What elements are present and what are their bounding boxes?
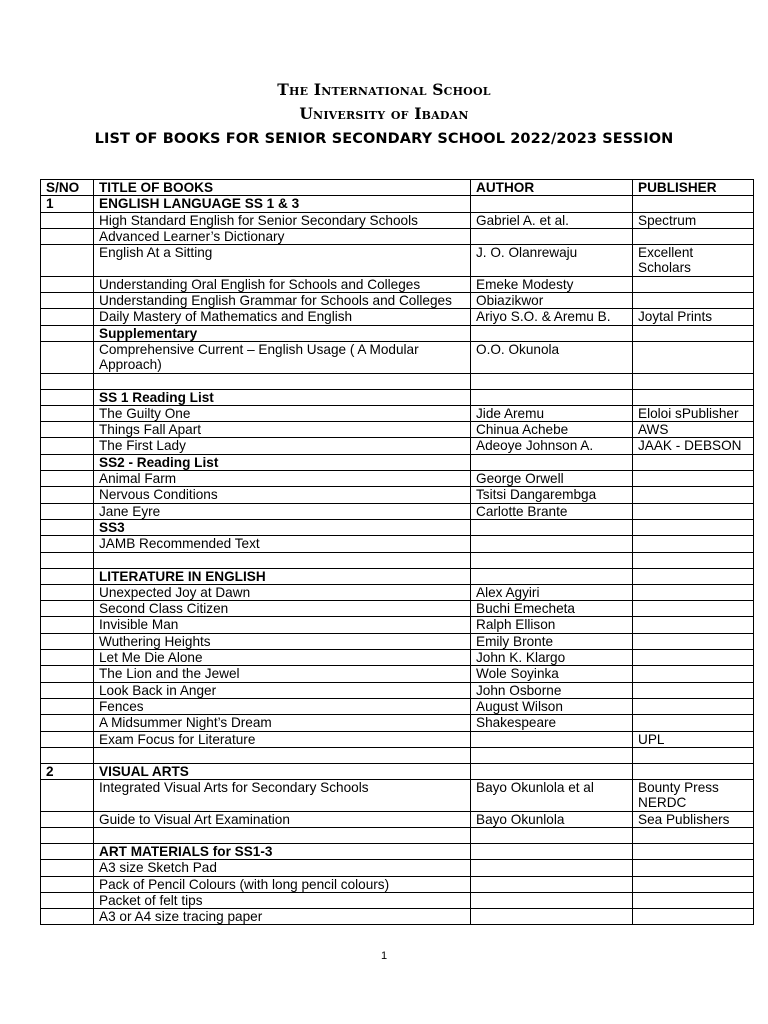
cell-sno (41, 731, 94, 747)
table-row (41, 584, 754, 600)
table-row (41, 341, 754, 373)
university-name: University of Ibadan (299, 104, 469, 123)
cell-sno (41, 633, 94, 649)
cell-author: O.O. Okunola (471, 341, 633, 373)
table-row (41, 601, 754, 617)
school-name: The International School (277, 80, 491, 99)
table-row (41, 715, 754, 731)
cell-title: Integrated Visual Arts for Secondary Schools (94, 780, 471, 812)
cell-author (471, 909, 633, 925)
cell-publisher (633, 536, 754, 552)
cell-sno (41, 536, 94, 552)
cell-sno (41, 454, 94, 470)
cell-title: High Standard English for Senior Secondary Schools (94, 212, 471, 228)
table-row (41, 731, 754, 747)
cell-publisher (633, 228, 754, 244)
cell-title: SS 1 Reading List (94, 389, 471, 405)
cell-publisher (633, 325, 754, 341)
table-row (41, 909, 754, 925)
cell-publisher: UPL (633, 731, 754, 747)
cell-title: Exam Focus for Literature (94, 731, 471, 747)
cell-title: Jane Eyre (94, 503, 471, 519)
cell-sno (41, 245, 94, 277)
cell-sno (41, 780, 94, 812)
cell-author (471, 536, 633, 552)
table-row (41, 438, 754, 454)
cell-author: Wole Soyinka (471, 666, 633, 682)
table-row (41, 487, 754, 503)
cell-author (471, 827, 633, 843)
cell-publisher (633, 454, 754, 470)
cell-sno (41, 487, 94, 503)
cell-sno (41, 827, 94, 843)
cell-sno (41, 650, 94, 666)
cell-author (471, 568, 633, 584)
cell-author: August Wilson (471, 698, 633, 714)
cell-sno: 2 (41, 763, 94, 779)
cell-sno (41, 568, 94, 584)
cell-author (471, 519, 633, 535)
cell-publisher (633, 373, 754, 389)
table-row (41, 373, 754, 389)
cell-sno (41, 325, 94, 341)
table-row (41, 454, 754, 470)
cell-author: Ariyo S.O. & Aremu B. (471, 309, 633, 325)
book-list-table (40, 179, 754, 925)
table-row (41, 389, 754, 405)
table-row (41, 568, 754, 584)
table-row (41, 325, 754, 341)
cell-publisher (633, 471, 754, 487)
cell-sno (41, 876, 94, 892)
cell-sno (41, 892, 94, 908)
table-row (41, 552, 754, 568)
table-row (41, 228, 754, 244)
cell-sno (41, 276, 94, 292)
cell-title: A Midsummer Night’s Dream (94, 715, 471, 731)
cell-title (94, 552, 471, 568)
cell-publisher (633, 860, 754, 876)
cell-title: Things Fall Apart (94, 422, 471, 438)
cell-publisher (633, 389, 754, 405)
cell-publisher (633, 715, 754, 731)
table-row (41, 405, 754, 421)
cell-author: Bayo Okunlola et al (471, 780, 633, 812)
col-header-publisher: PUBLISHER (633, 180, 754, 196)
table-row (41, 519, 754, 535)
table-row (41, 747, 754, 763)
table-row (41, 682, 754, 698)
cell-author: Ralph Ellison (471, 617, 633, 633)
page-number: 1 (380, 950, 388, 962)
cell-title: Look Back in Anger (94, 682, 471, 698)
table-row (41, 422, 754, 438)
cell-publisher (633, 487, 754, 503)
cell-publisher (633, 276, 754, 292)
cell-title: Nervous Conditions (94, 487, 471, 503)
cell-publisher (633, 503, 754, 519)
cell-title (94, 373, 471, 389)
table-row (41, 892, 754, 908)
cell-publisher (633, 827, 754, 843)
cell-author (471, 892, 633, 908)
cell-title: Understanding English Grammar for Schools and Colleges (94, 293, 471, 309)
cell-sno (41, 843, 94, 859)
cell-title: Animal Farm (94, 471, 471, 487)
cell-title: English At a Sitting (94, 245, 471, 277)
cell-publisher (633, 666, 754, 682)
table-row (41, 827, 754, 843)
cell-author: Tsitsi Dangarembga (471, 487, 633, 503)
cell-sno (41, 909, 94, 925)
cell-publisher (633, 552, 754, 568)
cell-author (471, 763, 633, 779)
cell-title: A3 size Sketch Pad (94, 860, 471, 876)
cell-sno (41, 341, 94, 373)
cell-author: Buchi Emecheta (471, 601, 633, 617)
cell-title: Unexpected Joy at Dawn (94, 584, 471, 600)
cell-title: Understanding Oral English for Schools and Colleges (94, 276, 471, 292)
cell-sno (41, 212, 94, 228)
cell-author (471, 454, 633, 470)
cell-title: Daily Mastery of Mathematics and English (94, 309, 471, 325)
cell-author (471, 876, 633, 892)
cell-author: Emily Bronte (471, 633, 633, 649)
cell-title: Fences (94, 698, 471, 714)
cell-sno (41, 438, 94, 454)
table-row (41, 698, 754, 714)
cell-title: Invisible Man (94, 617, 471, 633)
table-row (41, 276, 754, 292)
cell-publisher (633, 196, 754, 212)
table-row (41, 860, 754, 876)
col-header-sno: S/NO (41, 180, 94, 196)
cell-title: The Guilty One (94, 405, 471, 421)
cell-title: SS2 - Reading List (94, 454, 471, 470)
cell-author: Obiazikwor (471, 293, 633, 309)
cell-sno (41, 601, 94, 617)
cell-author (471, 731, 633, 747)
cell-sno (41, 666, 94, 682)
cell-sno (41, 422, 94, 438)
cell-author: Chinua Achebe (471, 422, 633, 438)
cell-author: John K. Klargo (471, 650, 633, 666)
cell-author (471, 228, 633, 244)
cell-publisher (633, 763, 754, 779)
cell-title: VISUAL ARTS (94, 763, 471, 779)
cell-publisher: Joytal Prints (633, 309, 754, 325)
table-row (41, 811, 754, 827)
cell-sno (41, 584, 94, 600)
table-row (41, 650, 754, 666)
table-row (41, 471, 754, 487)
cell-publisher (633, 568, 754, 584)
cell-author: Carlotte Brante (471, 503, 633, 519)
cell-title: The First Lady (94, 438, 471, 454)
cell-title: Guide to Visual Art Examination (94, 811, 471, 827)
cell-author: George Orwell (471, 471, 633, 487)
cell-title: Supplementary (94, 325, 471, 341)
cell-sno (41, 503, 94, 519)
col-header-title: TITLE OF BOOKS (94, 180, 471, 196)
cell-title (94, 747, 471, 763)
list-title: LIST OF BOOKS FOR SENIOR SECONDARY SCHOOL 2022/2023 SESSION (94, 131, 674, 147)
cell-author (471, 196, 633, 212)
table-row (41, 633, 754, 649)
cell-sno (41, 309, 94, 325)
cell-sno (41, 389, 94, 405)
cell-publisher (633, 584, 754, 600)
cell-sno (41, 682, 94, 698)
cell-title: The Lion and the Jewel (94, 666, 471, 682)
cell-sno (41, 698, 94, 714)
cell-title: LITERATURE IN ENGLISH (94, 568, 471, 584)
cell-publisher: AWS (633, 422, 754, 438)
table-row (41, 536, 754, 552)
cell-author (471, 325, 633, 341)
table-row (41, 196, 754, 212)
cell-title: ENGLISH LANGUAGE SS 1 & 3 (94, 196, 471, 212)
table-row (41, 876, 754, 892)
cell-author: Emeke Modesty (471, 276, 633, 292)
cell-publisher (633, 341, 754, 373)
table-row (41, 503, 754, 519)
table-row (41, 212, 754, 228)
table-row (41, 293, 754, 309)
cell-publisher: Sea Publishers (633, 811, 754, 827)
cell-publisher (633, 617, 754, 633)
table-row (41, 245, 754, 277)
cell-sno (41, 811, 94, 827)
cell-publisher (633, 682, 754, 698)
cell-author: John Osborne (471, 682, 633, 698)
cell-title: ART MATERIALS for SS1-3 (94, 843, 471, 859)
table-row (41, 843, 754, 859)
cell-sno (41, 519, 94, 535)
cell-title: A3 or A4 size tracing paper (94, 909, 471, 925)
cell-author (471, 860, 633, 876)
cell-publisher (633, 650, 754, 666)
cell-sno: 1 (41, 196, 94, 212)
cell-title: Packet of felt tips (94, 892, 471, 908)
table-row (41, 309, 754, 325)
table-row (41, 763, 754, 779)
cell-publisher (633, 747, 754, 763)
table-row (41, 780, 754, 812)
cell-author: Shakespeare (471, 715, 633, 731)
table-row (41, 617, 754, 633)
cell-title: SS3 (94, 519, 471, 535)
cell-author (471, 747, 633, 763)
cell-sno (41, 747, 94, 763)
cell-publisher (633, 293, 754, 309)
cell-publisher (633, 519, 754, 535)
cell-author (471, 389, 633, 405)
cell-author (471, 843, 633, 859)
table-header-row (41, 180, 754, 196)
table-row (41, 666, 754, 682)
cell-title: JAMB Recommended Text (94, 536, 471, 552)
cell-author (471, 552, 633, 568)
cell-sno (41, 715, 94, 731)
cell-publisher: Excellent Scholars (633, 245, 754, 277)
cell-title (94, 827, 471, 843)
cell-author: Gabriel A. et al. (471, 212, 633, 228)
cell-publisher (633, 601, 754, 617)
cell-author: Bayo Okunlola (471, 811, 633, 827)
cell-publisher (633, 909, 754, 925)
cell-publisher (633, 876, 754, 892)
cell-title: Wuthering Heights (94, 633, 471, 649)
cell-sno (41, 471, 94, 487)
cell-publisher (633, 843, 754, 859)
cell-publisher: Spectrum (633, 212, 754, 228)
col-header-author: AUTHOR (471, 180, 633, 196)
cell-author: Jide Aremu (471, 405, 633, 421)
cell-publisher (633, 698, 754, 714)
cell-sno (41, 860, 94, 876)
cell-publisher: JAAK - DEBSON (633, 438, 754, 454)
cell-sno (41, 373, 94, 389)
cell-title: Second Class Citizen (94, 601, 471, 617)
cell-title: Let Me Die Alone (94, 650, 471, 666)
cell-sno (41, 617, 94, 633)
cell-sno (41, 405, 94, 421)
cell-publisher (633, 892, 754, 908)
cell-sno (41, 552, 94, 568)
cell-author (471, 373, 633, 389)
cell-publisher (633, 633, 754, 649)
cell-author: Adeoye Johnson A. (471, 438, 633, 454)
cell-sno (41, 228, 94, 244)
cell-title: Pack of Pencil Colours (with long pencil colours) (94, 876, 471, 892)
cell-author: Alex Agyiri (471, 584, 633, 600)
cell-author: J. O. Olanrewaju (471, 245, 633, 277)
cell-sno (41, 293, 94, 309)
cell-publisher: Bounty Press NERDC (633, 780, 754, 812)
cell-title: Advanced Learner’s Dictionary (94, 228, 471, 244)
cell-publisher: Eloloi sPublisher (633, 405, 754, 421)
cell-title: Comprehensive Current – English Usage ( A Modular Approach) (94, 341, 471, 373)
